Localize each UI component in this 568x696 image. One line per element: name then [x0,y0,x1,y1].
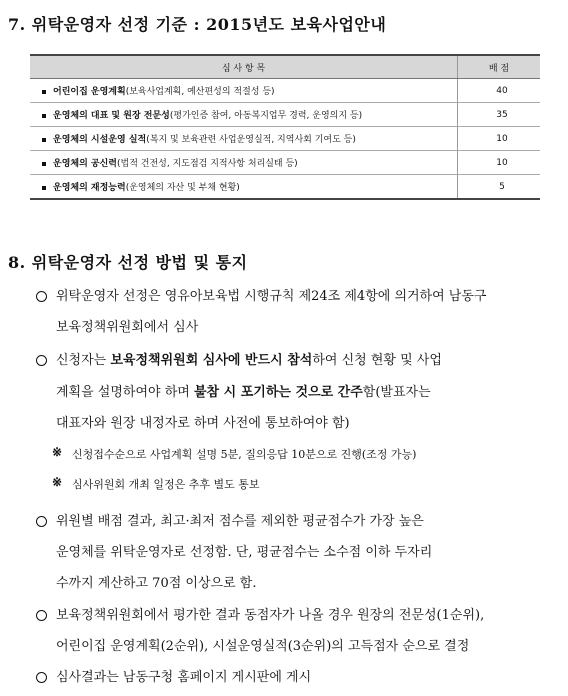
item3-line2: 운영체를 위탁운영자로 선정함. 단, 평균점수는 소수점 이하 두자리 [56,545,433,560]
criteria-score: 40 [458,79,541,103]
criteria-item-title: 운영체의 공신력 [53,159,117,169]
criteria-item-title: 운영체의 대표 및 원장 전문성 [53,111,170,121]
item2-text: 신청자는 [56,353,111,368]
reference-mark-icon: ※ [52,445,63,459]
criteria-column-header: 심 사 항 목 [30,55,458,79]
item2-emphasis: 보육정책위원회 심사에 반드시 참석 [110,353,313,368]
section-7-title: 7. 위탁운영자 선정 기준 : 2015년도 보육사업안내 [8,15,387,34]
circle-bullet-icon [36,516,47,527]
square-bullet-icon [42,114,46,118]
section-8-title: 8. 위탁운영자 선정 방법 및 통지 [8,253,248,272]
criteria-item-detail: (법적 건전성, 지도점검 지적사항 처리실태 등) [117,159,298,169]
circle-bullet-icon [36,291,47,302]
criteria-item-detail: (운영체의 자산 및 부채 현황) [125,183,240,193]
note-2: 심사위원회 개최 일정은 추후 별도 통보 [72,478,260,491]
criteria-table-body [30,79,540,200]
criteria-table [30,54,540,200]
criteria-item-detail: (복지 및 보육관련 사업운영실적, 지역사회 기여도 등) [146,135,356,145]
criteria-item [30,151,458,175]
circle-bullet-icon [36,610,47,621]
square-bullet-icon [42,138,46,142]
criteria-table-header [30,55,540,79]
item2-line3: 대표자와 원장 내정자로 하며 사전에 통보하여야 함) [56,416,350,431]
criteria-score: 5 [458,175,541,200]
criteria-item-detail: (평가인증 참여, 아동복지업무 경력, 운영의지 등) [169,111,363,121]
item4-line1: 보육정책위원회에서 평가한 결과 동점자가 나올 경우 원장의 전문성(1순위), [56,608,485,623]
criteria-item [30,103,458,127]
criteria-item-title: 운영체의 재정능력 [53,183,126,193]
item4-line2: 어린이집 운영계획(2순위), 시설운영실적(3순위)의 고득점자 순으로 결정 [56,639,470,654]
criteria-item-title: 운영체의 시설운영 실적 [53,135,147,145]
criteria-item [30,127,458,151]
item2-line2 [56,381,431,400]
item1-line1: 위탁운영자 선정은 영유아보육법 시행규칙 제24조 제4항에 의거하여 남동구 [56,289,487,304]
item5-line1: 심사결과는 남동구청 홈페이지 게시판에 게시 [56,670,312,685]
criteria-row [30,127,540,151]
criteria-item [30,175,458,200]
criteria-score: 10 [458,151,541,175]
item2-text: 계획을 설명하여야 하며 [56,385,194,400]
criteria-row [30,151,540,175]
criteria-row [30,103,540,127]
criteria-score: 35 [458,103,541,127]
reference-mark-icon: ※ [52,475,63,489]
note-1: 신청접수순으로 사업계획 설명 5분, 질의응답 10분으로 진행(조정 가능) [72,448,417,461]
square-bullet-icon [42,186,46,190]
criteria-row [30,175,540,200]
item1-line2: 보육정책위원회에서 심사 [56,320,199,335]
criteria-row [30,79,540,103]
criteria-score: 10 [458,127,541,151]
item2-text: 하여 신청 현황 및 사업 [312,353,442,368]
square-bullet-icon [42,162,46,166]
criteria-item-detail: (보육사업계획, 예산편성의 적절성 등) [125,87,275,97]
item3-line3: 수까지 계산하고 70점 이상으로 함. [56,576,257,591]
circle-bullet-icon [36,355,47,366]
item2-emphasis: 불참 시 포기하는 것으로 간주 [193,385,363,400]
item2-text: 함(발표자는 [362,385,431,400]
criteria-item-title: 어린이집 운영계획 [53,87,126,97]
item2-line1 [56,349,442,368]
item3-line1: 위원별 배점 결과, 최고·최저 점수를 제외한 평균점수가 가장 높은 [56,514,424,529]
score-column-header: 배 점 [458,55,541,79]
square-bullet-icon [42,90,46,94]
circle-bullet-icon [36,672,47,683]
criteria-item [30,79,458,103]
